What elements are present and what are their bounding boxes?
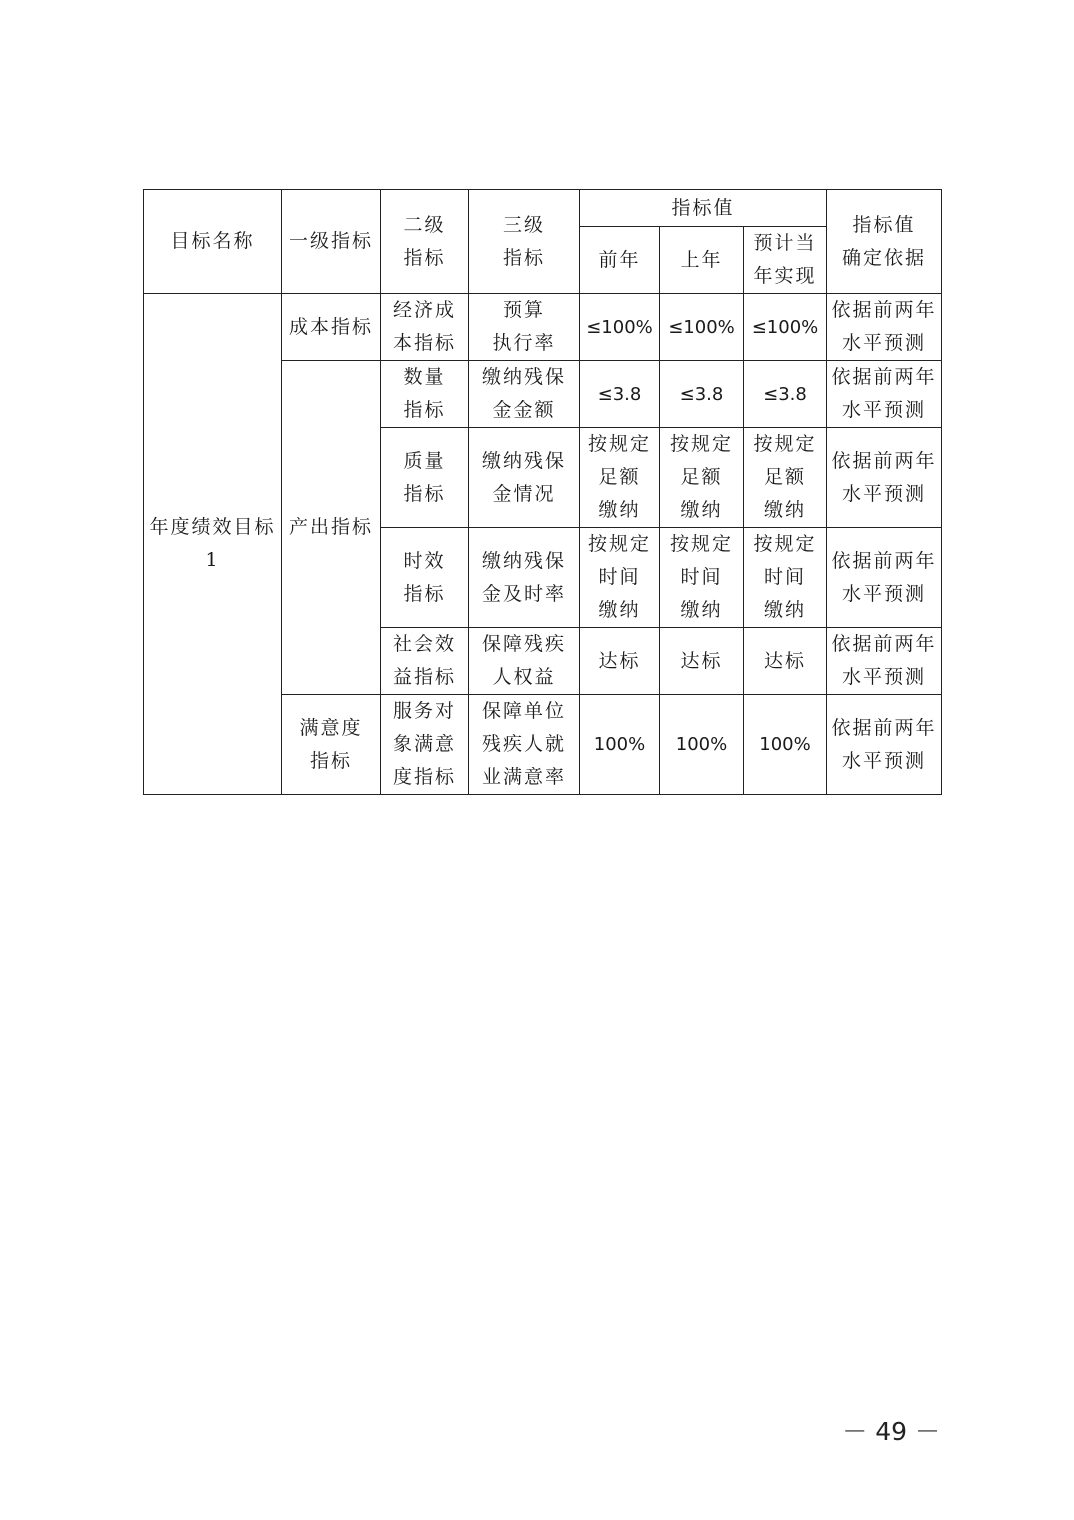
prev-value: ≤3.8 xyxy=(580,361,660,428)
header-basis: 指标值 确定依据 xyxy=(827,190,942,294)
header-prev-year: 前年 xyxy=(580,227,660,294)
header-level3: 三级 指标 xyxy=(469,190,580,294)
level3-cell: 保障残疾 人权益 xyxy=(469,628,580,695)
prev-value: 达标 xyxy=(580,628,660,695)
basis-cell: 依据前两年 水平预测 xyxy=(827,695,942,795)
goal-cell: 年度绩效目标 1 xyxy=(144,294,282,795)
level2-cell: 经济成 本指标 xyxy=(381,294,469,361)
last-value: 达标 xyxy=(660,628,744,695)
level3-cell: 预算 执行率 xyxy=(469,294,580,361)
header-goal-name: 目标名称 xyxy=(144,190,282,294)
expected-value: 100% xyxy=(744,695,827,795)
header-level2: 二级 指标 xyxy=(381,190,469,294)
level2-cell: 服务对 象满意 度指标 xyxy=(381,695,469,795)
last-value: 按规定 时间 缴纳 xyxy=(660,528,744,628)
table-row xyxy=(144,294,942,361)
header-level1: 一级指标 xyxy=(282,190,381,294)
prev-value: 按规定 足额 缴纳 xyxy=(580,428,660,528)
header-last-year: 上年 xyxy=(660,227,744,294)
level2-cell: 时效 指标 xyxy=(381,528,469,628)
prev-value: ≤100% xyxy=(580,294,660,361)
level3-cell: 缴纳残保 金情况 xyxy=(469,428,580,528)
basis-cell: 依据前两年 水平预测 xyxy=(827,428,942,528)
basis-cell: 依据前两年 水平预测 xyxy=(827,628,942,695)
level2-cell: 社会效 益指标 xyxy=(381,628,469,695)
basis-cell: 依据前两年 水平预测 xyxy=(827,528,942,628)
header-expected-year: 预计当 年实现 xyxy=(744,227,827,294)
last-value: ≤100% xyxy=(660,294,744,361)
basis-cell: 依据前两年 水平预测 xyxy=(827,294,942,361)
group-output: 产出指标 xyxy=(282,361,381,695)
level2-cell: 数量 指标 xyxy=(381,361,469,428)
header-index-value: 指标值 xyxy=(580,190,827,227)
expected-value: ≤3.8 xyxy=(744,361,827,428)
last-value: 100% xyxy=(660,695,744,795)
prev-value: 按规定 时间 缴纳 xyxy=(580,528,660,628)
expected-value: 按规定 足额 缴纳 xyxy=(744,428,827,528)
page-number: － 49 － xyxy=(842,1417,940,1446)
level2-cell: 质量 指标 xyxy=(381,428,469,528)
expected-value: ≤100% xyxy=(744,294,827,361)
level3-cell: 保障单位 残疾人就 业满意率 xyxy=(469,695,580,795)
level3-cell: 缴纳残保 金及时率 xyxy=(469,528,580,628)
expected-value: 按规定 时间 缴纳 xyxy=(744,528,827,628)
group-satisfaction: 满意度 指标 xyxy=(282,695,381,795)
basis-cell: 依据前两年 水平预测 xyxy=(827,361,942,428)
prev-value: 100% xyxy=(580,695,660,795)
last-value: 按规定 足额 缴纳 xyxy=(660,428,744,528)
performance-table xyxy=(143,189,942,795)
level3-cell: 缴纳残保 金金额 xyxy=(469,361,580,428)
group-cost: 成本指标 xyxy=(282,294,381,361)
expected-value: 达标 xyxy=(744,628,827,695)
last-value: ≤3.8 xyxy=(660,361,744,428)
